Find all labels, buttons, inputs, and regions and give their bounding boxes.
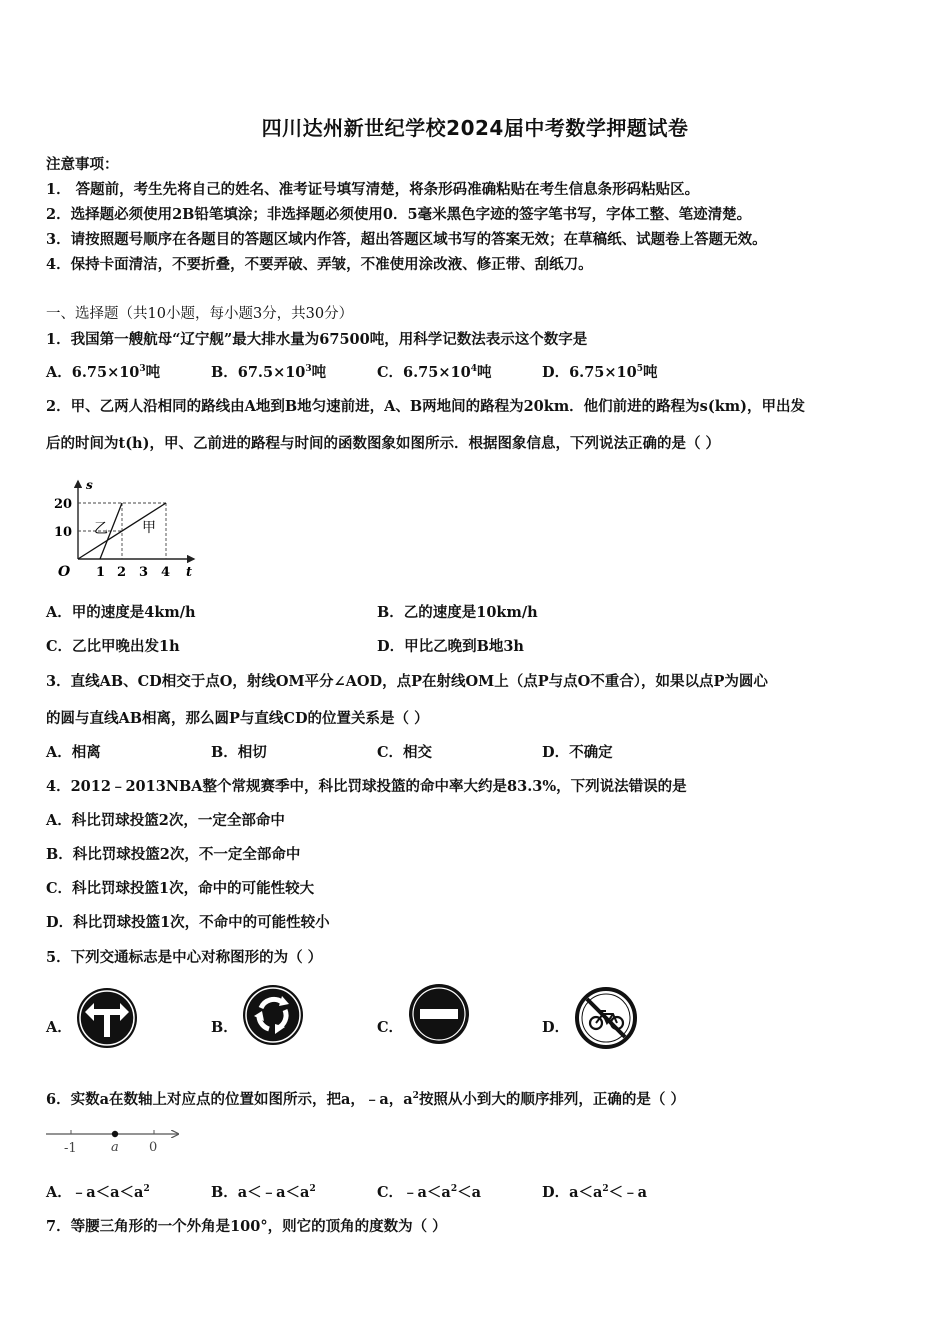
x-axis-label: t: [186, 565, 193, 580]
page-title: 四川达州新世纪学校2024届中考数学押题试卷: [261, 116, 689, 140]
section-heading: 一、选择题（共10小题，每小题3分，共30分）: [46, 306, 354, 322]
origin-label: O: [58, 564, 71, 580]
q3-option-d: D．不确定: [542, 744, 613, 761]
q2-option-c: C．乙比甲晚出发1h: [46, 638, 180, 655]
roundabout-sign-icon: [242, 984, 304, 1046]
q1-option-d: D．$6.75\times 10^5$吨: [542, 364, 658, 381]
q6-stem: 6．实数a在数轴上对应点的位置如图所示，把a，﹣a，$a^2$按照从小到大的顺序排列，正确的是（ ）: [46, 1091, 685, 1108]
no-entry-sign-icon: [408, 983, 470, 1045]
q3-stem-line2: 的圆与直线AB相离，那么圆P与直线CD的位置关系是（ ）: [46, 710, 429, 727]
q1-option-a: A．$6.75\times 10^3$吨: [46, 364, 161, 381]
y-tick-20: 20: [54, 497, 73, 512]
q5-stem: 5．下列交通标志是中心对称图形的为（ ）: [46, 949, 323, 966]
x-tick-2: 2: [117, 565, 127, 580]
q3-option-a: A．相离: [46, 744, 101, 761]
q6-option-a: A．$﹣a<a<a^2$: [46, 1184, 150, 1201]
q6-option-d: D．$a<a^2<﹣a$: [542, 1184, 648, 1201]
label-zero: 0: [149, 1140, 158, 1155]
q3-option-c: C．相交: [377, 744, 433, 761]
q6-option-b: B．$a<﹣a<a^2$: [211, 1184, 316, 1201]
label-yi: 乙: [94, 521, 108, 537]
q5-option-a-label: A．: [46, 1019, 72, 1036]
notice-item: 3．请按照题号顺序在各题目的答题区域内作答，超出答题区域书写的答案无效；在草稿纸、试题卷上答题无效。: [46, 231, 767, 248]
y-tick-10: 10: [54, 525, 73, 540]
no-bicycle-sign-icon: [575, 987, 637, 1049]
q5-option-d-label: D．: [542, 1019, 570, 1036]
q4-stem: 4．2012﹣2013NBA整个常规赛季中，科比罚球投篮的命中率大约是83.3%，下列说法错误的是: [46, 778, 687, 795]
notice-heading: 注意事项：: [46, 156, 119, 173]
label-a: a: [111, 1140, 119, 1155]
y-axis-label: s: [86, 478, 93, 492]
q3-stem-line1: 3．直线AB、CD相交于点O，射线OM平分∠AOD，点P在射线OM上（点P与点O不重合），如果以点P为圆心: [46, 673, 768, 690]
q4-option-a: A．科比罚球投篮2次，一定全部命中: [46, 812, 285, 829]
q2-option-a: A．甲的速度是4km/h: [46, 604, 196, 621]
q2-option-b: B．乙的速度是10km/h: [377, 604, 538, 621]
x-tick-4: 4: [161, 565, 171, 580]
q2-distance-time-graph: [50, 475, 200, 583]
q5-option-c-label: C．: [377, 1019, 404, 1036]
x-tick-1: 1: [96, 565, 106, 580]
q4-option-d: D．科比罚球投篮1次，不命中的可能性较小: [46, 914, 330, 931]
q6-option-c: C．$﹣a<a^2<a$: [377, 1184, 482, 1201]
label-minus-one: -1: [64, 1141, 77, 1156]
q1-option-c: C．$6.75\times 10^4$吨: [377, 364, 492, 381]
q1-option-b: B．$67.5\times 10^3$吨: [211, 364, 327, 381]
q4-option-c: C．科比罚球投篮1次，命中的可能性较大: [46, 880, 315, 897]
q1-stem: 1．我国第一艘航母“辽宁舰”最大排水量为67500吨，用科学记数法表示这个数字是: [46, 331, 588, 348]
q7-stem: 7．等腰三角形的一个外角是100°，则它的顶角的度数为（ ）: [46, 1218, 447, 1235]
label-jia: 甲: [142, 520, 156, 536]
notice-item: 1． 答题前，考生先将自己的姓名、准考证号填写清楚，将条形码准确粘贴在考生信息条形码粘贴区。: [46, 181, 700, 198]
q5-option-b-label: B．: [211, 1019, 238, 1036]
q4-option-b: B．科比罚球投篮2次，不一定全部命中: [46, 846, 301, 863]
q3-option-b: B．相切: [211, 744, 267, 761]
q2-stem-line2: 后的时间为t(h)，甲、乙前进的路程与时间的函数图象如图所示．根据图象信息，下列说法正确的是（ ）: [46, 435, 721, 452]
notice-item: 4．保持卡面清洁，不要折叠，不要弄破、弄皱，不准使用涂改液、修正带、刮纸刀。: [46, 256, 593, 273]
q6-number-line: [44, 1124, 184, 1158]
q2-stem-line1: 2．甲、乙两人沿相同的路线由A地到B地匀速前进，A、B两地间的路程为20km．他们前进的路程为s(km)，甲出发: [46, 398, 805, 415]
q2-option-d: D．甲比乙晚到B地3h: [377, 638, 524, 655]
x-tick-3: 3: [139, 565, 149, 580]
notice-item: 2．选择题必须使用2B铅笔填涂；非选择题必须使用0．5毫米黑色字迹的签字笔书写，字体工整、笔迹清楚。: [46, 206, 752, 223]
turn-left-right-sign-icon: [76, 987, 138, 1049]
point-a: [112, 1131, 118, 1137]
